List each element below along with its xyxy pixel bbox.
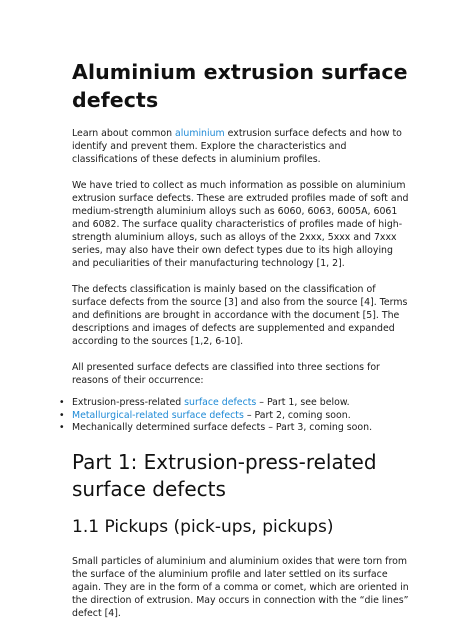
paragraph-pickups: Small particles of aluminium and aluminium oxides that were torn from the surface of the aluminium profile and later settled on its surface again. They are in the form of a comma or comet, which are oriented in the direction of extrusion. May occurs in connection with the “die lines” defect [4]. (72, 555, 409, 619)
paragraph-classification: The defects classification is mainly based on the classification of surface defects from the source [3] and also from the source [4]. Terms and definitions are brought in accordance with the document [5]. The descriptions and images of defects are supplemented and expanded according to the sources [1,2, 6-10]. (72, 284, 408, 347)
document-title: Aluminium extrusion surface defects (72, 60, 408, 112)
intro-text-before: Learn about common (72, 128, 176, 139)
bullet-1-text-before: Extrusion-press-related (72, 397, 185, 408)
aluminium-link[interactable]: aluminium (175, 128, 225, 139)
bullet-marker: • (59, 397, 65, 408)
surface-defects-link[interactable]: surface defects (184, 397, 257, 408)
metallurgical-defects-link[interactable]: Metallurgical-related surface defects (72, 409, 244, 421)
paragraph-sections-intro: All presented surface defects are classified into three sections for reasons of their occurrence: (72, 362, 380, 386)
section-1-1-heading: 1.1 Pickups (pick-ups, pickups) (72, 516, 334, 537)
bullet-marker: • (59, 409, 65, 421)
bullet-3-text: Mechanically determined surface defects – Part 3, coming soon. (72, 422, 373, 433)
part-1-heading: Part 1: Extrusion-press-related surface defects (72, 449, 377, 501)
list-item (59, 409, 412, 423)
document-page (59, 58, 412, 633)
bullet-marker: • (59, 422, 65, 433)
intro-text-after: extrusion surface defects and how to identify and prevent them. Explore the characteristics and classifications of these defects in aluminium profiles. (72, 128, 402, 165)
paragraph-scope: We have tried to collect as much information as possible on aluminium extrusion surface defects. These are extruded profiles made of soft and medium-strength aluminium alloys such as 6060, 6063, 6005A, 6061 and 6082. The surface quality characteristics of profiles made of high-strength aluminium alloys, such as alloys of the 2xxx, 5xxx and 7xxx series, may also have their own defect types due to its high alloying and peculiarities of their manufacturing technology [1, 2]. (72, 180, 409, 269)
sections-list (59, 397, 412, 435)
intro-paragraph (72, 127, 412, 166)
list-item (59, 397, 412, 410)
bullet-2-text-after: – Part 2, coming soon. (243, 409, 351, 421)
bullet-1-text-after: – Part 1, see below. (256, 397, 350, 408)
list-item (59, 422, 412, 435)
